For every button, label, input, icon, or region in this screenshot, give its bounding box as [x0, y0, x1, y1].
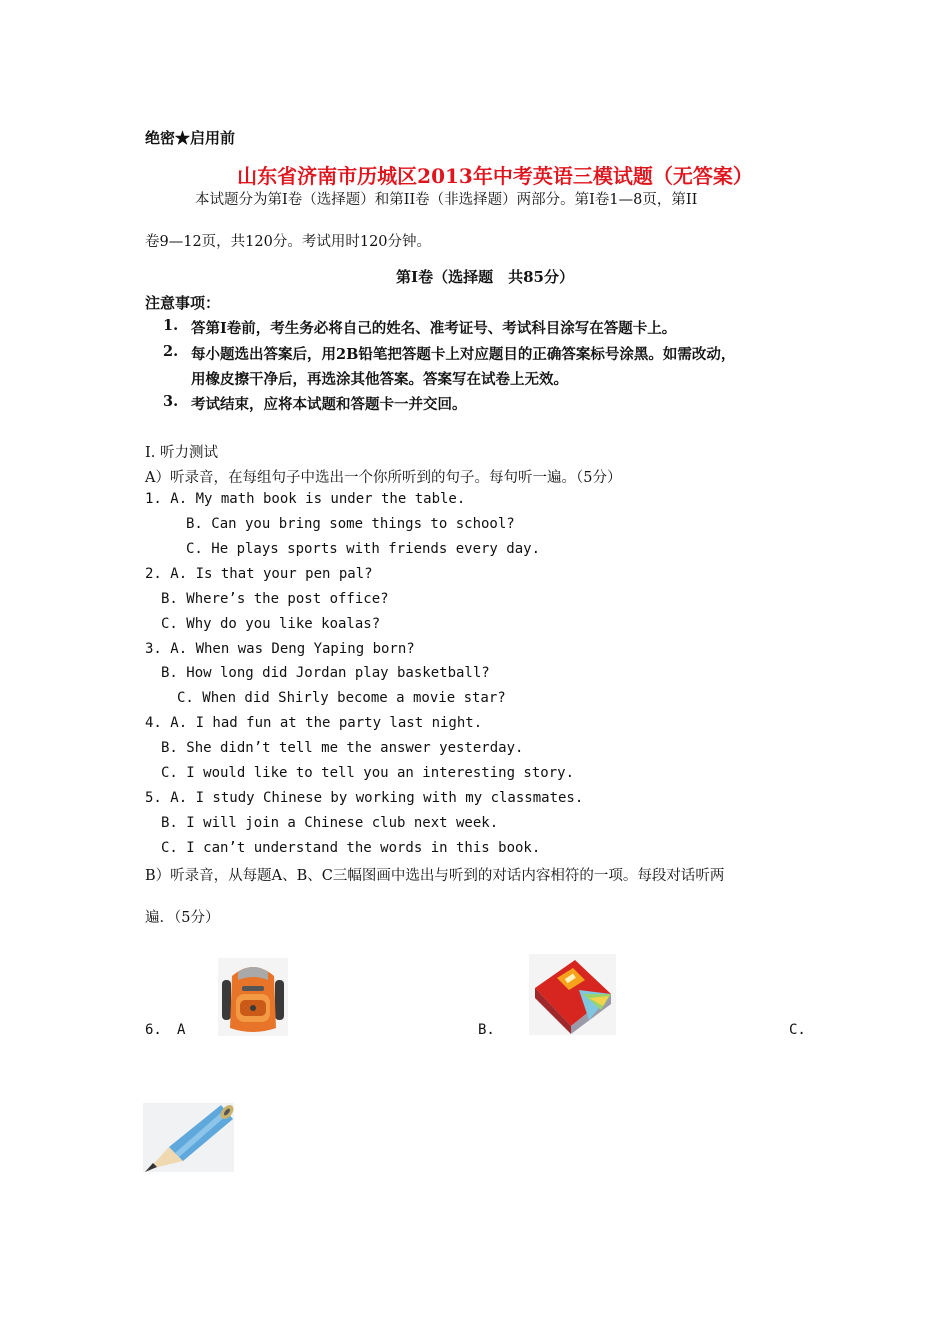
intro-line-1: 本试题分为第Ⅰ卷（选择题）和第II卷（非选择题）两部分。第Ⅰ卷1—8页，第II — [195, 192, 698, 208]
option-line: B. Where’s the post office? — [161, 591, 389, 607]
note-number: 3. — [163, 393, 179, 410]
book-image — [529, 954, 616, 1035]
confidential-label: 绝密★启用前 — [145, 129, 236, 147]
option-line: C. When did Shirly become a movie star? — [177, 690, 506, 706]
note-number: 2. — [163, 343, 179, 360]
part-b-instructions: B）听录音，从每题A、B、C三幅图画中选出与听到的对话内容相符的一项。每段对话听两 — [145, 868, 725, 884]
option-line: C. He plays sports with friends every day. — [186, 541, 541, 557]
option-line: B. I will join a Chinese club next week. — [161, 815, 499, 831]
note-text-continued: 用橡皮擦干净后，再选涂其他答案。答案写在试卷上无效。 — [191, 371, 568, 388]
note-text: 考试结束，应将本试题和答题卡一并交回。 — [191, 396, 467, 413]
note-text: 答第Ⅰ卷前，考生务必将自己的姓名、准考证号、考试科目涂写在答题卡上。 — [191, 320, 677, 337]
question-line: 4. A. I had fun at the party last night. — [145, 715, 483, 731]
question-line: 3. A. When was Deng Yaping born? — [145, 641, 415, 657]
option-b-label: B. — [478, 1022, 495, 1038]
option-line: C. I can’t understand the words in this book. — [161, 840, 541, 856]
pencil-image — [143, 1103, 234, 1172]
question-6-number: 6. — [145, 1022, 162, 1038]
part1-title: 第Ⅰ卷（选择题 共85分） — [396, 268, 574, 286]
notes-heading: 注意事项： — [145, 294, 221, 312]
option-a-label: A — [177, 1022, 186, 1038]
option-c-label: C. — [789, 1022, 806, 1038]
note-text: 每小题选出答案后，用2B铅笔把答题卡上对应题目的正确答案标号涂黑。如需改动， — [191, 346, 736, 363]
option-line: C. I would like to tell you an interesting story. — [161, 765, 575, 781]
option-line: B. Can you bring some things to school? — [186, 516, 515, 532]
note-number: 1. — [163, 317, 179, 334]
option-line: B. She didn’t tell me the answer yesterday. — [161, 740, 524, 756]
question-line: 1. A. My math book is under the table. — [145, 491, 466, 507]
part-a-instructions: A）听录音，在每组句子中选出一个你所听到的句子。每句听一遍。（5分） — [145, 470, 622, 486]
option-line: C. Why do you like koalas? — [161, 616, 381, 632]
backpack-image — [218, 958, 288, 1036]
question-line: 5. A. I study Chinese by working with my classmates. — [145, 790, 584, 806]
section-heading: I. 听力测试 — [145, 445, 218, 461]
part-b-instructions-continued: 遍．（5分） — [145, 910, 220, 926]
exam-title: 山东省济南市历城区2013年中考英语三模试题（无答案） — [237, 164, 753, 188]
question-line: 2. A. Is that your pen pal? — [145, 566, 373, 582]
intro-line-2: 卷9—12页，共120分。考试用时120分钟。 — [145, 234, 432, 250]
option-line: B. How long did Jordan play basketball? — [161, 665, 490, 681]
